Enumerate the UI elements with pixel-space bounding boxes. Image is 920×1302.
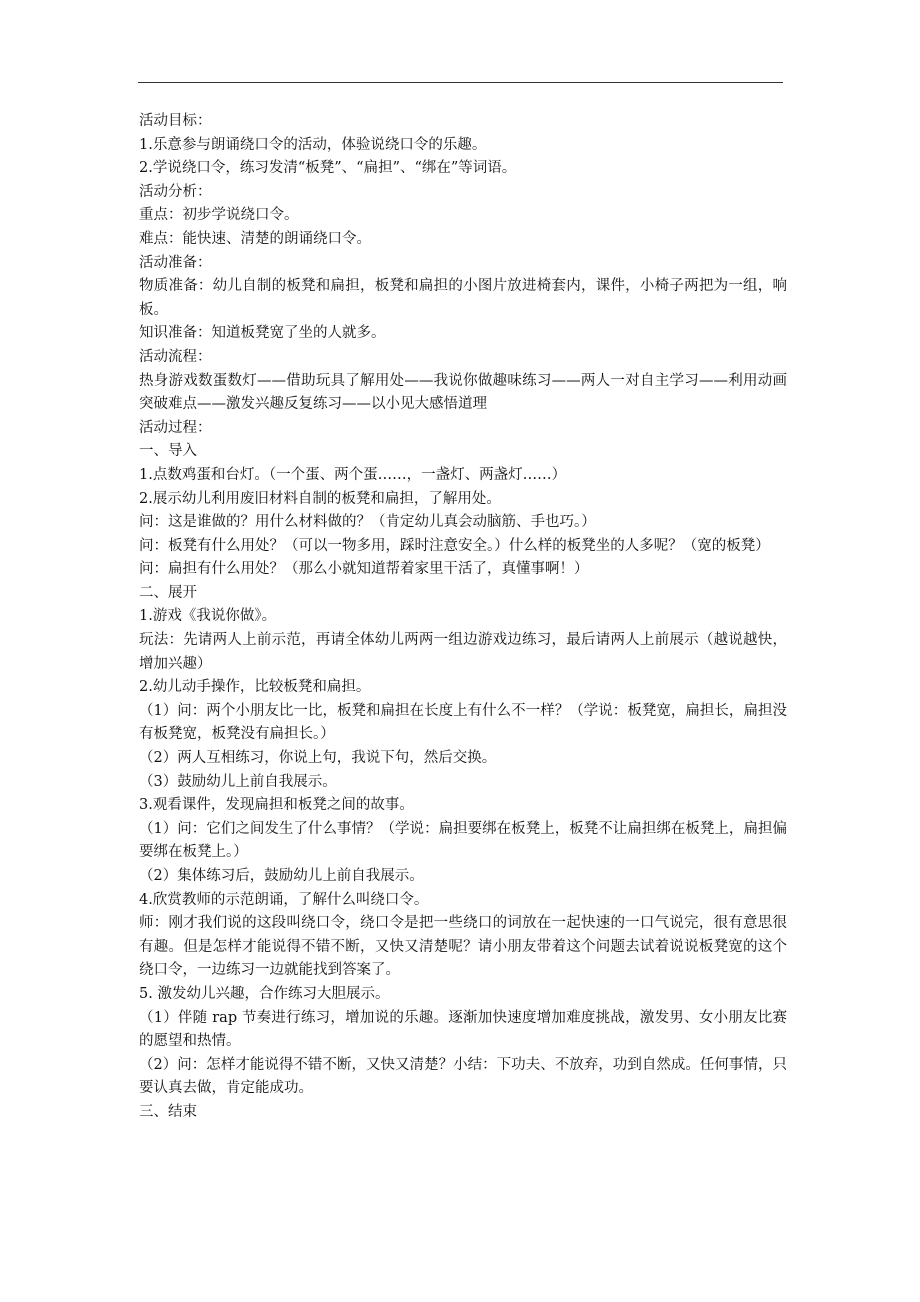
section-heading-preparation: 活动准备： (139, 254, 212, 271)
process-item: 2.展示幼儿利用废旧材料自制的板凳和扁担，了解用处。 (139, 490, 501, 507)
process-item: （1）问：两个小朋友比一比，板凳和扁担在长度上有什么不一样？（学说：板凳宽，扁担长，扁担没有板凳宽，板凳没有扁担长。） (139, 702, 787, 743)
process-item: （2）两人互相练习，你说上句，我说下句，然后交换。 (139, 750, 497, 767)
process-item: 4.欣赏教师的示范朗诵，了解什么叫绕口令。 (139, 891, 429, 908)
part-heading-intro: 一、导入 (139, 443, 197, 460)
process-item: 1.游戏《我说你做》。 (139, 608, 277, 625)
process-item: 2.幼儿动手操作，比较板凳和扁担。 (139, 679, 371, 696)
goal-item: 1.乐意参与朗诵绕口令的活动，体验说绕口令的乐趣。 (139, 136, 487, 153)
section-heading-analysis: 活动分析： (139, 183, 212, 200)
process-item: （2）问：怎样才能说得不错不断，又快又清楚？小结：下功夫、不放弃，功到自然成。任何事情，只要认真去做，肯定能成功。 (139, 1056, 787, 1097)
process-item: 问：扁担有什么用处？（那么小就知道帮着家里干活了，真懂事啊！） (139, 561, 589, 578)
part-heading-develop: 二、展开 (139, 584, 197, 601)
process-item: 师：刚才我们说的这段叫绕口令，绕口令是把一些绕口的词放在一起快速的一口气说完，很有意思很有趣。但是怎样才能说得不错不断，又快又清楚呢？请小朋友带着这个问题去试着说说板凳宽的这个绕口令，一边练习一边就能找到答案了。 (139, 915, 787, 979)
process-item: （1）问：它们之间发生了什么事情？（学说：扁担要绑在板凳上，板凳不让扁担绑在板凳上，扁担偏要绑在板凳上。） (139, 820, 787, 861)
process-item: （2）集体练习后，鼓励幼儿上前自我展示。 (139, 868, 424, 884)
analysis-item: 难点：能快速、清楚的朗诵绕口令。 (139, 230, 371, 247)
preparation-item: 物质准备：幼儿自制的板凳和扁担，板凳和扁担的小图片放进椅套内，课件，小椅子两把为一组，响板。 (139, 278, 787, 318)
process-item: （1）伴随 rap 节奏进行练习，增加说的乐趣。逐渐加快速度增加难度挑战，激发男、女小朋友比赛的愿望和热情。 (139, 1009, 787, 1050)
section-heading-goals: 活动目标： (139, 113, 212, 129)
part-heading-end: 三、结束 (139, 1103, 197, 1120)
section-heading-flow: 活动流程： (139, 348, 212, 365)
flow-text: 热身游戏数蛋数灯——借助玩具了解用处——我说你做趣味练习——两人一对自主学习——利用动画突破难点——激发兴趣反复练习——以小见大感悟道理 (139, 372, 787, 413)
process-item: （3）鼓励幼儿上前自我展示。 (139, 773, 337, 790)
header-rule (138, 82, 783, 83)
preparation-item: 知识准备：知道板凳宽了坐的人就多。 (139, 325, 386, 342)
document-body (139, 110, 787, 1125)
section-heading-process: 活动过程： (139, 419, 212, 436)
process-item: 问：板凳有什么用处？（可以一物多用，踩时注意安全。）什么样的板凳坐的人多呢？（宽的板凳） (139, 537, 770, 554)
goal-item: 2.学说绕口令，练习发清“板凳”、“扁担”、“绑在”等词语。 (139, 160, 517, 177)
process-item: 1.点数鸡蛋和台灯。（一个蛋、两个蛋……，一盏灯、两盏灯……） (139, 466, 567, 483)
process-item: 玩法：先请两人上前示范，再请全体幼儿两两一组边游戏边练习，最后请两人上前展示（越说越快，增加兴趣） (139, 632, 787, 672)
process-item: 问：这是谁做的？用什么材料做的？（肯定幼儿真会动脑筋、手也巧。） (139, 514, 596, 531)
process-item: 3.观看课件，发现扁担和板凳之间的故事。 (139, 797, 414, 814)
process-item: 5. 激发幼儿兴趣，合作练习大胆展示。 (139, 985, 390, 1002)
analysis-item: 重点：初步学说绕口令。 (139, 207, 299, 224)
